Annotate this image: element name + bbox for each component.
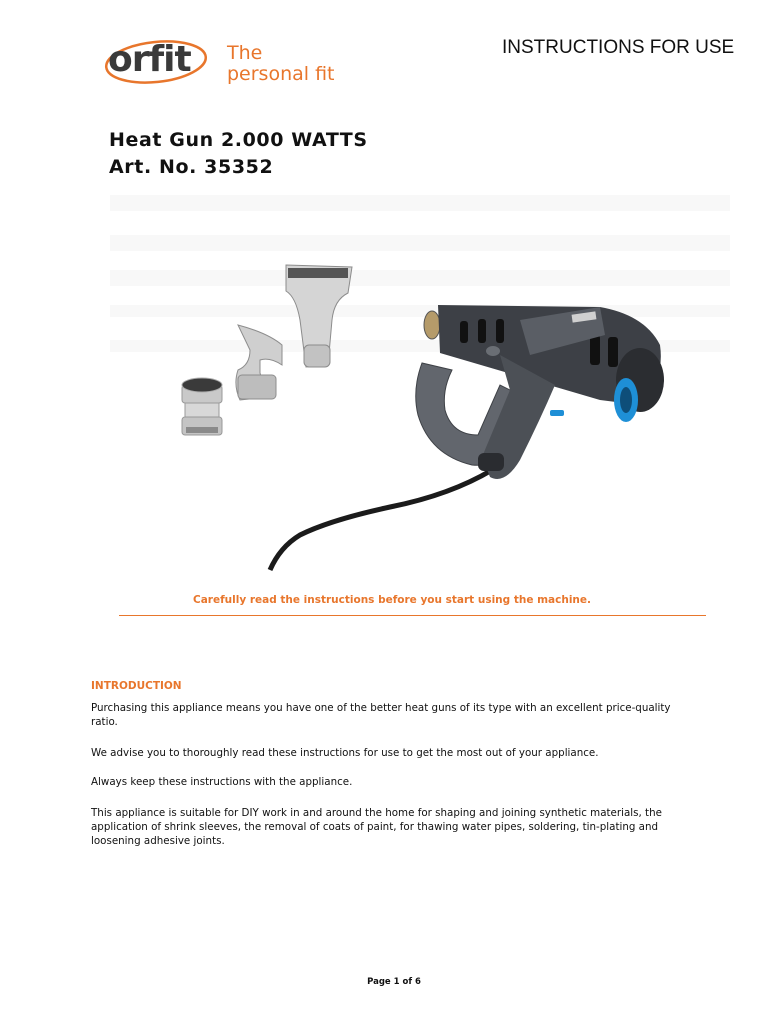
logo-tagline-line1: The [227,42,263,64]
product-title [109,127,368,181]
divider-line [119,615,706,616]
document-type: INSTRUCTIONS FOR USE [502,37,735,58]
page-number: Page 1 of 6 [367,977,421,987]
safety-warning: Carefully read the instructions before you start using the machine. [192,594,591,606]
introduction-heading: INTRODUCTION [91,680,182,692]
product-name: Heat Gun 2.000 WATTS [109,129,368,151]
intro-paragraph-2: We advise you to thoroughly read these instructions for use to get the most out of your appliance. [91,747,599,759]
intro-paragraph-1: Purchasing this appliance means you have one of the better heat guns of its type with an excellent price-quality ratio. [91,702,671,728]
logo-tagline-line2: personal fit [227,63,335,85]
article-number: Art. No. 35352 [109,156,274,178]
round-nozzle-icon [182,378,222,435]
logo-wordmark: orfit [108,39,191,80]
product-photo [100,195,740,575]
intro-paragraph-4: This appliance is suitable for DIY work in and around the home for shaping and joining synthetic materials, the application of shrink sleeves, the removal of coats of paint, for thawing water pipes, soldering, tin-plating and loosening adhesive joints. [91,807,662,847]
intro-paragraph-3: Always keep these instructions with the appliance. [91,776,353,788]
logo-tagline [227,43,335,85]
